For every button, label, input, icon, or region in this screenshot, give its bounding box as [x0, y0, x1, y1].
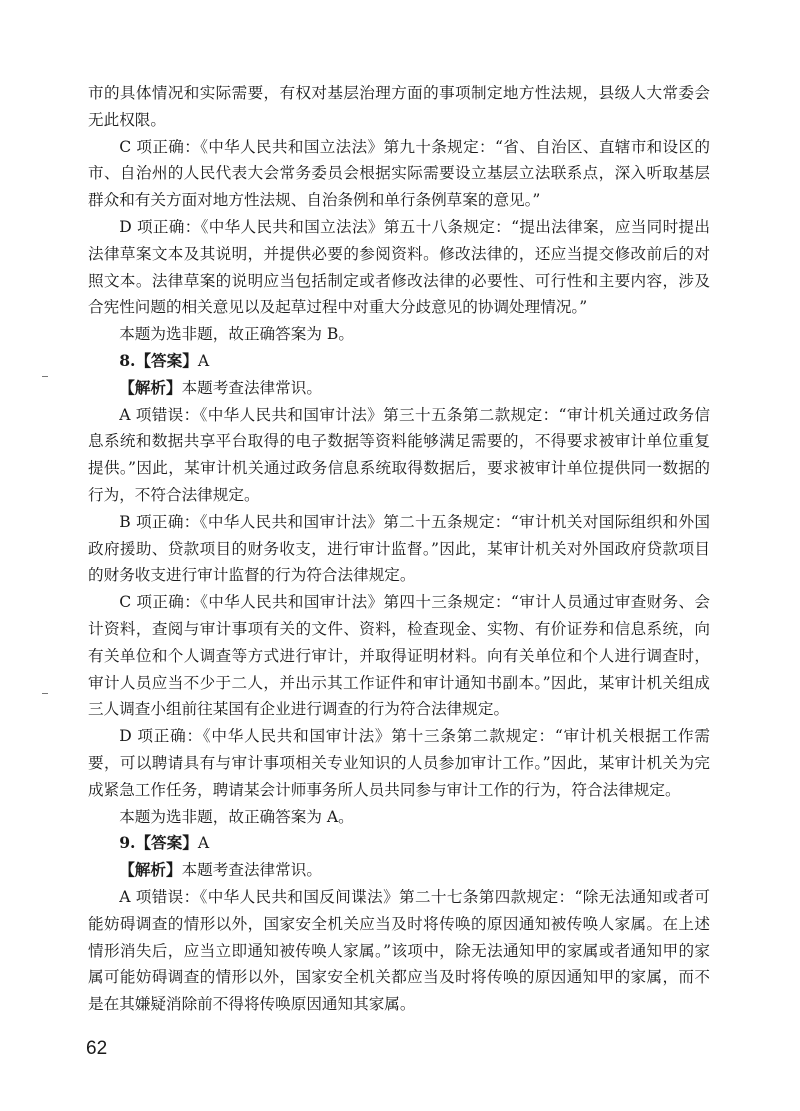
answer-label: 8.【答案】 [119, 350, 198, 370]
paragraph: D 项正确：《中华人民共和国审计法》第十三条第二款规定：“审计机关根据工作需要，可以聘请具有与审计事项相关专业知识的人员参加审计工作。”因此，某审计机关为完成紧急工作任务，聘请某会计师事务所人员共同参与审计工作的行为，符合法律规定。 [88, 727, 710, 799]
answer-value: A [197, 351, 210, 370]
scan-mark [42, 693, 48, 694]
paragraph: 市的具体情况和实际需要，有权对基层治理方面的事项制定地方性法规，县级人大常委会无此权限。 [88, 84, 710, 129]
body-text [88, 80, 710, 1018]
analysis-label: 【解析】 [119, 377, 182, 397]
paragraph: A 项错误：《中华人民共和国反间谍法》第二十七条第四款规定：“除无法通知或者可能妨碍调查的情形以外，国家安全机关应当及时将传唤的原因通知被传唤人家属。在上述情形消失后，应当立即通知被传唤人家属。”该项中，除无法通知甲的家属或者通知甲的家属可能妨碍调查的情形以外，国家安全机关都应当及时将传唤的原因通知甲的家属，而不是在其嫌疑消除前不得将传唤原因通知其家属。 [88, 887, 710, 1014]
page-number: 62 [86, 1038, 108, 1059]
analysis-line [88, 857, 710, 884]
analysis-line [88, 375, 710, 402]
scan-mark [42, 376, 48, 377]
analysis-value: 本题考查法律常识。 [181, 378, 322, 397]
paragraph: C 项正确：《中华人民共和国立法法》第九十条规定：“省、自治区、直辖市和设区的市、自治州的人民代表大会常务委员会根据实际需要设立基层立法联系点，深入听取基层群众和有关方面对地方性法规、自治条例和单行条例草案的意见。” [88, 137, 710, 210]
paragraph: D 项正确：《中华人民共和国立法法》第五十八条规定：“提出法律案，应当同时提出法律草案文本及其说明，并提供必要的参阅资料。修改法律的，还应当提交修改前后的对照文本。法律草案的说明应当包括制定或者修改法律的必要性、可行性和主要内容，涉及合宪性问题的相关意见以及起草过程中对重大分歧意见的协调处理情况。” [88, 217, 710, 317]
answer-value: A [197, 834, 210, 853]
paragraph: 本题为选非题，故正确答案为 B。 [119, 325, 354, 344]
answer-line [88, 830, 710, 857]
answer-label: 9.【答案】 [119, 833, 198, 853]
paragraph: B 项正确：《中华人民共和国审计法》第二十五条规定：“审计机关对国际组织和外国政府援助、贷款项目的财务收支，进行审计监督。”因此，某审计机关对外国政府贷款项目的财务收支进行审计监督的行为符合法律规定。 [88, 512, 710, 585]
analysis-label: 【解析】 [119, 860, 182, 880]
paragraph: A 项错误：《中华人民共和国审计法》第三十五条第二款规定：“审计机关通过政务信息系统和数据共享平台取得的电子数据等资料能够满足需要的，不得要求被审计单位重复提供。”因此，某审计机关通过政务信息系统取得数据后，要求被审计单位提供同一数据的行为，不符合法律规定。 [88, 405, 710, 504]
answer-line [88, 348, 710, 375]
paragraph: C 项正确：《中华人民共和国审计法》第四十三条规定：“审计人员通过审查财务、会计资料，查阅与审计事项有关的文件、资料，检查现金、实物、有价证券和信息系统，向有关单位和个人调查等方式进行审计，并取得证明材料。向有关单位和个人进行调查时，审计人员应当不少于二人，并出示其工作证件和审计通知书副本。”因此，某审计机关组成三人调查小组前往某国有企业进行调查的行为符合法律规定。 [88, 593, 710, 719]
analysis-value: 本题考查法律常识。 [181, 861, 322, 880]
paragraph: 本题为选非题，故正确答案为 A。 [119, 807, 354, 826]
